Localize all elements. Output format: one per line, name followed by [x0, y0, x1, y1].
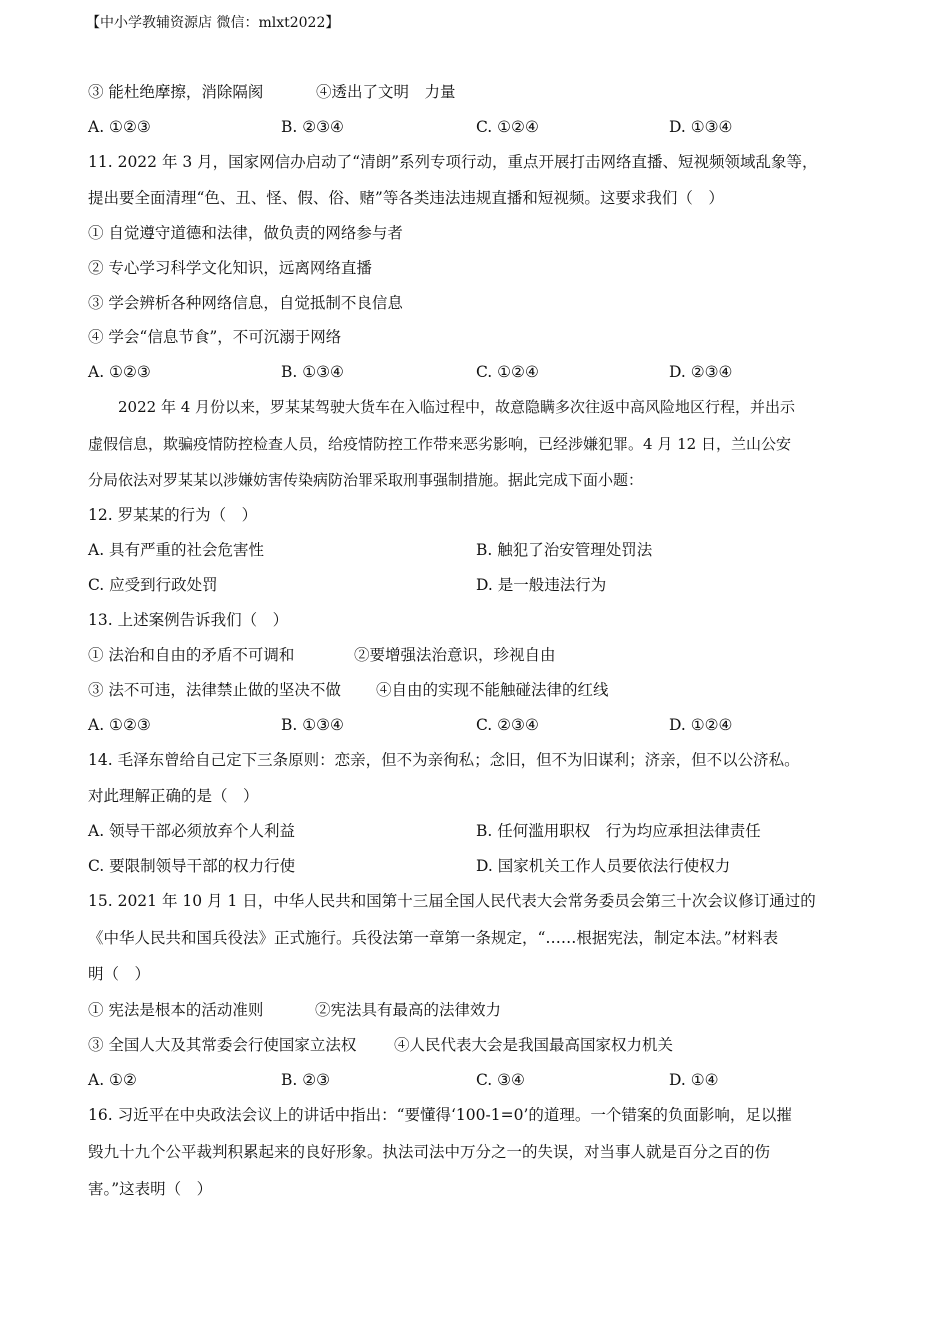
- q13-statement-2: ②要增强法治意识，珍视自由: [354, 646, 556, 664]
- q15-statement-4: ④人民代表大会是我国最高国家权力机关: [394, 1036, 674, 1054]
- q10-options: [88, 116, 868, 138]
- q11-statement-1: ① 自觉遵守道德和法律，做负责的网络参与者: [88, 224, 403, 242]
- q12-option-a[interactable]: A. 具有严重的社会危害性: [88, 541, 265, 559]
- page-header: 【中小学教辅资源店 微信：mlxt2022】: [86, 15, 340, 31]
- q15-option-a[interactable]: A. ①②: [88, 1071, 137, 1089]
- q13-stem: 13. 上述案例告诉我们（ ）: [88, 611, 289, 629]
- q14-options-row2: [88, 855, 868, 877]
- q13-option-a[interactable]: A. ①②③: [88, 716, 151, 734]
- q16-stem-line3: 害。”这表明（ ）: [88, 1180, 213, 1198]
- q13-options: [88, 714, 868, 736]
- q14-option-c[interactable]: C. 要限制领导干部的权力行使: [88, 857, 296, 875]
- q15-option-c[interactable]: C. ③④: [476, 1071, 525, 1089]
- q15-option-d[interactable]: D. ①④: [669, 1071, 719, 1089]
- q10-statements-row: [88, 81, 508, 103]
- q11-option-c[interactable]: C. ①②④: [476, 363, 539, 381]
- q12-option-c[interactable]: C. 应受到行政处罚: [88, 576, 218, 594]
- q15-statements-row2: [88, 1034, 728, 1056]
- q15-stem-line1: 15. 2021 年 10 月 1 日，中华人民共和国第十三届全国人民代表大会常务委员会第三十次会议修订通过的: [88, 892, 816, 910]
- q15-stem-line2: 《中华人民共和国兵役法》正式施行。兵役法第一章第一条规定，“……根据宪法，制定本法。”材料表: [88, 929, 779, 947]
- q10-option-d[interactable]: D. ①③④: [669, 118, 733, 136]
- q16-stem-line1: 16. 习近平在中央政法会议上的讲话中指出：“要懂得‘100-1=0’的道理。一个错案的负面影响，足以摧: [88, 1106, 792, 1124]
- q15-statement-1: ① 宪法是根本的活动准则: [88, 1001, 264, 1019]
- q15-options: [88, 1069, 868, 1091]
- q12-option-d[interactable]: D. 是一般违法行为: [476, 576, 607, 594]
- q12-options-row2: [88, 574, 868, 596]
- q12-stem: 12. 罗某某的行为（ ）: [88, 506, 258, 524]
- q12-option-b[interactable]: B. 触犯了治安管理处罚法: [476, 541, 653, 559]
- q15-option-b[interactable]: B. ②③: [281, 1071, 331, 1089]
- q11-statement-4: ④ 学会“信息节食”，不可沉溺于网络: [88, 328, 342, 346]
- passage-line2: 虚假信息，欺骗疫情防控检查人员，给疫情防控工作带来恶劣影响，已经涉嫌犯罪。4 月 12 日，兰山公安: [88, 435, 791, 453]
- q15-stem-line3: 明（ ）: [88, 965, 151, 983]
- q15-statement-3: ③ 全国人大及其常委会行使国家立法权: [88, 1036, 357, 1054]
- q14-option-d[interactable]: D. 国家机关工作人员要依法行使权力: [476, 857, 731, 875]
- q11-statement-3: ③ 学会辨析各种网络信息，自觉抵制不良信息: [88, 294, 403, 312]
- q11-stem-line2: 提出要全面清理“色、丑、怪、假、俗、赌”等各类违法违规直播和短视频。这要求我们（ ）: [88, 189, 724, 207]
- q11-options: [88, 361, 868, 383]
- q15-statement-2: ②宪法具有最高的法律效力: [315, 1001, 502, 1019]
- q11-stem-line1: 11. 2022 年 3 月，国家网信办启动了“清朗”系列专项行动，重点开展打击网络直播、短视频领域乱象等，: [88, 153, 818, 171]
- q14-option-b[interactable]: B. 任何滥用职权 行为均应承担法律责任: [476, 822, 761, 840]
- q12-options-row1: [88, 539, 868, 561]
- q10-statement-3: ③ 能杜绝摩擦，消除隔阂: [88, 83, 264, 101]
- q11-option-a[interactable]: A. ①②③: [88, 363, 151, 381]
- q13-statements-row1: [88, 644, 588, 666]
- q14-stem-line2: 对此理解正确的是（ ）: [88, 787, 259, 805]
- q11-statement-2: ② 专心学习科学文化知识，远离网络直播: [88, 259, 372, 277]
- q11-option-b[interactable]: B. ①③④: [281, 363, 344, 381]
- q10-option-c[interactable]: C. ①②④: [476, 118, 539, 136]
- q14-option-a[interactable]: A. 领导干部必须放弃个人利益: [88, 822, 296, 840]
- q13-statement-4: ④自由的实现不能触碰法律的红线: [376, 681, 609, 699]
- q16-stem-line2: 毁九十九个公平裁判积累起来的良好形象。执法司法中万分之一的失误，对当事人就是百分之百的伤: [88, 1143, 771, 1161]
- q13-statement-3: ③ 法不可违，法律禁止做的坚决不做: [88, 681, 341, 699]
- q11-option-d[interactable]: D. ②③④: [669, 363, 733, 381]
- q15-statements-row1: [88, 999, 568, 1021]
- passage-line1: 2022 年 4 月份以来，罗某某驾驶大货车在入临过程中，故意隐瞒多次往返中高风险地区行程，并出示: [118, 398, 796, 416]
- q13-option-d[interactable]: D. ①②④: [669, 716, 733, 734]
- q13-statements-row2: [88, 679, 648, 701]
- q13-option-c[interactable]: C. ②③④: [476, 716, 539, 734]
- q14-options-row1: [88, 820, 868, 842]
- q10-option-a[interactable]: A. ①②③: [88, 118, 151, 136]
- q13-option-b[interactable]: B. ①③④: [281, 716, 344, 734]
- passage-line3: 分局依法对罗某某以涉嫌妨害传染病防治罪采取刑事强制措施。据此完成下面小题：: [88, 471, 644, 489]
- q10-option-b[interactable]: B. ②③④: [281, 118, 344, 136]
- q10-statement-4: ④透出了文明 力量: [316, 83, 456, 101]
- q14-stem-line1: 14. 毛泽东曾给自己定下三条原则：恋亲，但不为亲徇私；念旧，但不为旧谋利；济亲，但不以公济私。: [88, 751, 800, 769]
- q13-statement-1: ① 法治和自由的矛盾不可调和: [88, 646, 295, 664]
